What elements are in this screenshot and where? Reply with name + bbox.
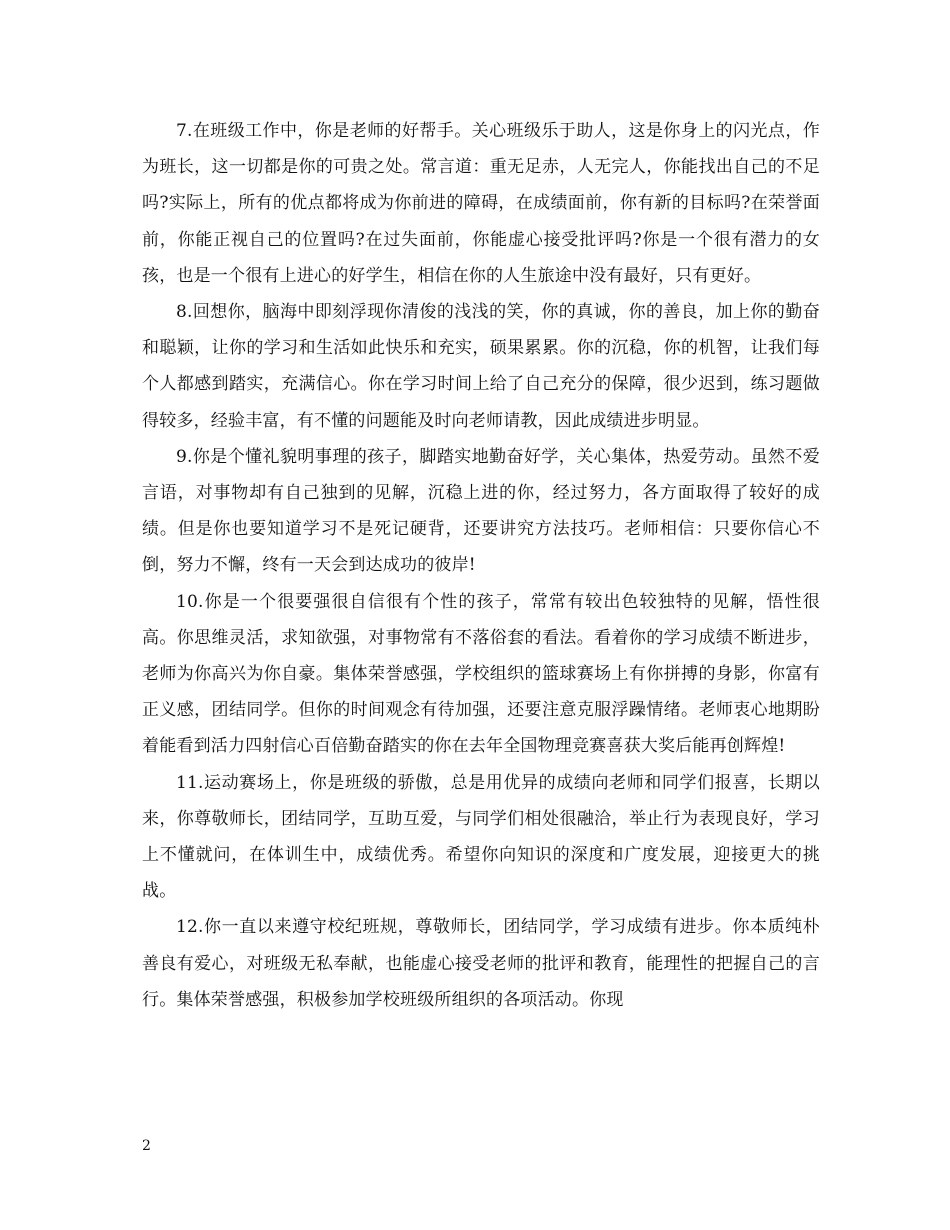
paragraph-7: 7.在班级工作中，你是老师的好帮手。关心班级乐于助人，这是你身上的闪光点，作为班长，这一切都是你的可贵之处。常言道：重无足赤，人无完人，你能找出自己的不足吗?实际上，所有的优点都将成为你前进的障碍，在成绩面前，你有新的目标吗?在荣誉面前，你能正视自己的位置吗?在过失面前，你能虚心接受批评吗?你是一个很有潜力的女孩，也是一个很有上进心的好学生，相信在你的人生旅途中没有最好，只有更好。 bbox=[142, 121, 820, 286]
paragraph-8: 8.回想你，脑海中即刻浮现你清俊的浅浅的笑，你的真诚，你的善良，加上你的勤奋和聪颖，让你的学习和生活如此快乐和充实，硕果累累。你的沉稳，你的机智，让我们每个人都感到踏实，充满信心。你在学习时间上给了自己充分的保障，很少迟到，练习题做得较多，经验丰富，有不懂的问题能及时向老师请教，因此成绩进步明显。 bbox=[142, 302, 820, 431]
document-body bbox=[142, 113, 820, 1018]
page-number: 2 bbox=[142, 1138, 151, 1154]
paragraph-10: 10.你是一个很要强很自信很有个性的孩子，常常有较出色较独特的见解，悟性很高。你思维灵活，求知欲强，对事物常有不落俗套的看法。看着你的学习成绩不断进步，老师为你高兴为你自豪。集体荣誉感强，学校组织的篮球赛场上有你拼搏的身影，你富有正义感，团结同学。但你的时间观念有待加强，还要注意克服浮躁情绪。老师衷心地期盼着能看到活力四射信心百倍勤奋踏实的你在去年全国物理竞赛喜获大奖后能再创辉煌! bbox=[142, 591, 820, 757]
paragraph-11: 11.运动赛场上，你是班级的骄傲，总是用优异的成绩向老师和同学们报喜，长期以来，你尊敬师长，团结同学，互助互爱，与同学们相处很融洽，举止行为表现良好，学习上不懂就问，在体训生中，成绩优秀。希望你向知识的深度和广度发展，迎接更大的挑战。 bbox=[142, 772, 820, 902]
paragraph-9: 9.你是个懂礼貌明事理的孩子，脚踏实地勤奋好学，关心集体，热爱劳动。虽然不爱言语，对事物却有自己独到的见解，沉稳上进的你，经过努力，各方面取得了较好的成绩。但是你也要知道学习不是死记硬背，还要讲究方法技巧。老师相信：只要你信心不倒，努力不懈，终有一天会到达成功的彼岸! bbox=[142, 446, 820, 576]
paragraph-12: 12.你一直以来遵守校纪班规，尊敬师长，团结同学，学习成绩有进步。你本质纯朴善良有爱心，对班级无私奉献，也能虚心接受老师的批评和教育，能理性的把握自己的言行。集体荣誉感强，积极参加学校班级所组织的各项活动。你现 bbox=[142, 917, 820, 1010]
